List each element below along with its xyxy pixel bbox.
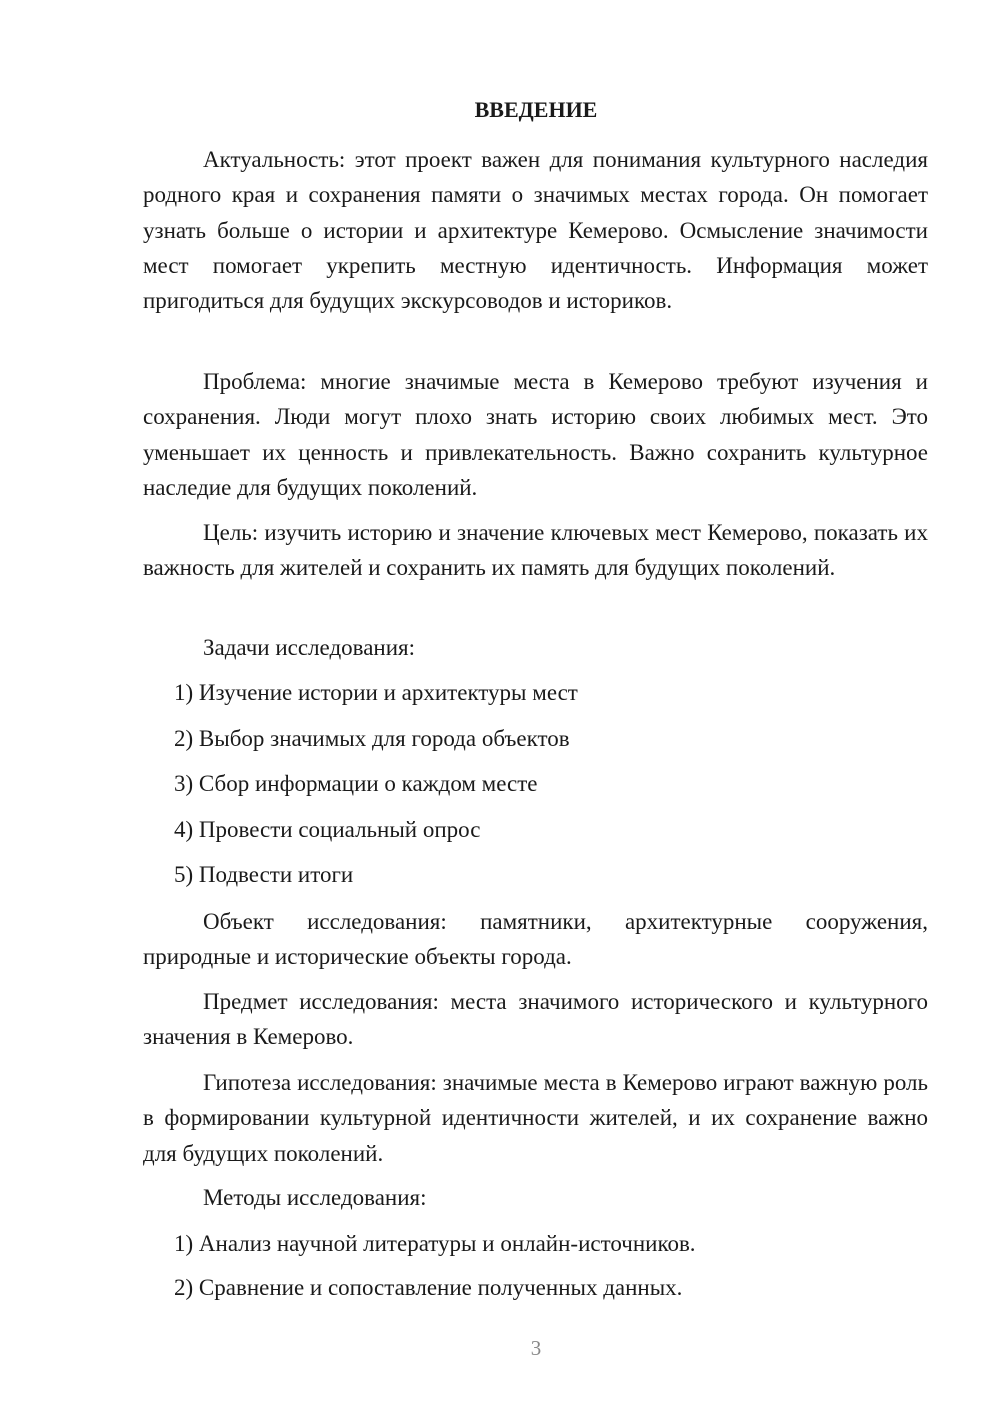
problem-paragraph: Проблема: многие значимые места в Кемерово требуют изучения и сохранения. Люди могут плохо знать историю своих любимых мест. Это уменьшает их ценность и привлекательность. Важно сохранить культурное наследие для будущих поколений. <box>143 369 928 500</box>
task-item: 2) Выбор значимых для города объектов <box>174 726 570 751</box>
goal-paragraph: Цель: изучить историю и значение ключевых мест Кемерово, показать их важность для жителей и сохранить их память для будущих поколений. <box>143 520 928 581</box>
method-item: 2) Сравнение и сопоставление полученных данных. <box>174 1275 683 1300</box>
methods-heading: Методы исследования: <box>203 1185 427 1210</box>
relevance-paragraph: Актуальность: этот проект важен для понимания культурного наследия родного края и сохранения памяти о значимых местах города. Он помогает узнать больше о истории и архитектуре Кемерово. Осмысление значимости мест помогает укрепить местную идентичность. Информация может пригодиться для будущих экскурсоводов и историков. <box>143 147 928 314</box>
method-item: 1) Анализ научной литературы и онлайн-источников. <box>174 1231 696 1256</box>
task-item: 4) Провести социальный опрос <box>174 817 481 842</box>
tasks-heading: Задачи исследования: <box>203 635 416 660</box>
object-paragraph: Объект исследования: памятники, архитектурные сооружения, природные и исторические объекты города. <box>143 909 928 970</box>
subject-paragraph: Предмет исследования: места значимого исторического и культурного значения в Кемерово. <box>143 989 928 1050</box>
page-number: 3 <box>530 1336 542 1360</box>
hypothesis-paragraph: Гипотеза исследования: значимые места в Кемерово играют важную роль в формировании культурной идентичности жителей, и их сохранение важно для будущих поколений. <box>143 1070 928 1166</box>
task-item: 1) Изучение истории и архитектуры мест <box>174 680 578 705</box>
task-item: 5) Подвести итоги <box>174 862 354 887</box>
page-title: ВВЕДЕНИЕ <box>474 97 598 122</box>
task-item: 3) Сбор информации о каждом месте <box>174 771 538 796</box>
